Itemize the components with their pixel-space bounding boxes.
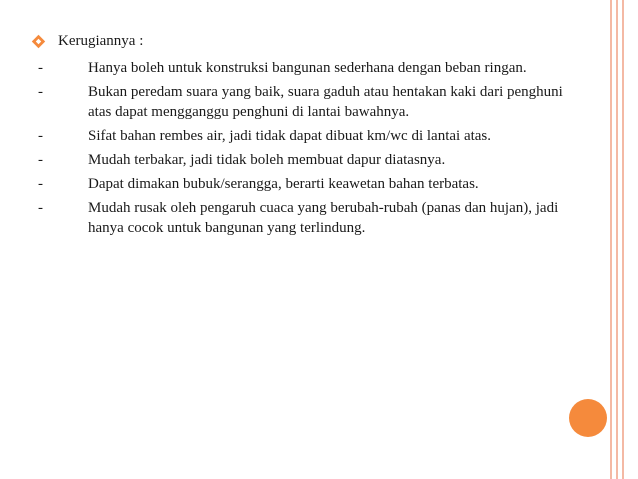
list-item [0, 150, 600, 170]
orange-circle-decoration [569, 399, 607, 437]
border-line [610, 0, 612, 479]
list-item-text: Dapat dimakan bubuk/serangga, berarti keawetan bahan terbatas. [88, 176, 479, 192]
slide-heading: Kerugiannya : [58, 33, 144, 49]
right-border-decoration [610, 0, 626, 479]
list-marker: - [38, 84, 43, 100]
list-marker: - [38, 60, 43, 76]
list-item-text: Hanya boleh untuk konstruksi bangunan sederhana dengan beban ringan. [88, 60, 527, 76]
list-marker: - [38, 200, 43, 216]
list-item-text: Sifat bahan rembes air, jadi tidak dapat dibuat km/wc di lantai atas. [88, 128, 492, 144]
orange-hollow-diamond-icon [31, 34, 46, 49]
list-item [0, 126, 600, 146]
list-item-text: Mudah terbakar, jadi tidak boleh membuat dapur diatasnya. [88, 152, 446, 168]
heading-row [31, 33, 143, 50]
disadvantages-list [0, 58, 600, 242]
list-item [0, 82, 600, 122]
list-item [0, 58, 600, 78]
list-item [0, 198, 600, 238]
list-marker: - [38, 128, 43, 144]
list-marker: - [38, 152, 43, 168]
list-marker: - [38, 176, 43, 192]
list-item-text: Mudah rusak oleh pengaruh cuaca yang berubah-rubah (panas dan hujan), jadi hanya cocok untuk bangunan yang terlindung. [88, 200, 559, 236]
list-item-text: Bukan peredam suara yang baik, suara gaduh atau hentakan kaki dari penghuni atas dapat mengganggu penghuni di lantai bawahnya. [88, 84, 563, 120]
border-line [616, 0, 618, 479]
list-item [0, 174, 600, 194]
border-line [622, 0, 624, 479]
